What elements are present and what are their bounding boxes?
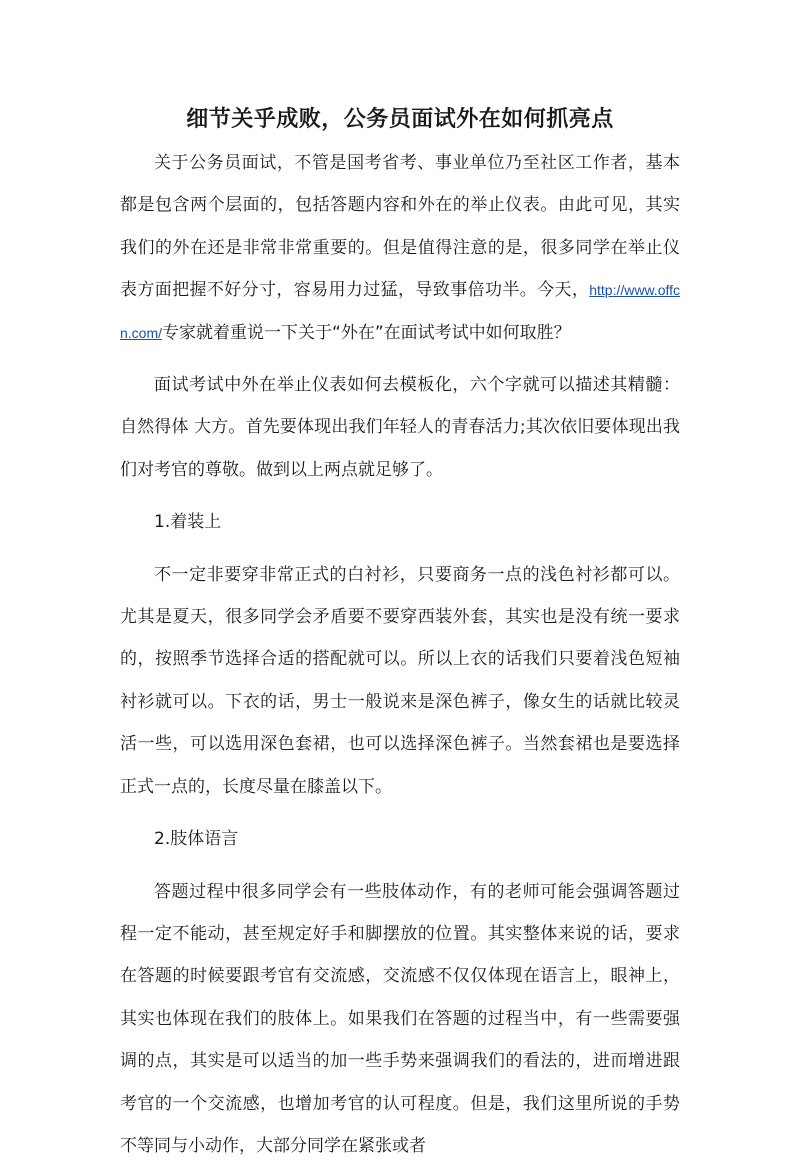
body-language-paragraph: 答题过程中很多同学会有一些肢体动作，有的老师可能会强调答题过程一定不能动，甚至规定好手和脚摆放的位置。其实整体来说的话，要求在答题的时候要跟考官有交流感，交流感不仅仅体现在语言上，眼神上，其实也体现在我们的肢体上。如果我们在答题的过程当中，有一些需要强调的点，其实是可以适当的加一些手势来强调我们的看法的，进而增进跟考官的一个交流感，也增加考官的认可程度。但是，我们这里所说的手势不等同与小动作，大部分同学在紧张或者: [120, 871, 680, 1167]
page-title: 细节关乎成败，公务员面试外在如何抓亮点: [120, 100, 680, 140]
section-heading-body-language: 2.肢体语言: [120, 818, 680, 860]
offcn-link[interactable]: http://www.offcn.com/: [120, 282, 680, 340]
intro-text-after-link: 专家就着重说一下关于“外在”在面试考试中如何取胜？: [162, 323, 571, 343]
attire-paragraph: 不一定非要穿非常正式的白衬衫，只要商务一点的浅色衬衫都可以。尤其是夏天，很多同学会矛盾要不要穿西装外套，其实也是没有统一要求的，按照季节选择合适的搭配就可以。所以上衣的话我们只要着浅色短袖衬衫就可以。下衣的话，男士一般说来是深色裤子，像女生的话就比较灵活一些，可以选用深色套裙，也可以选择深色裤子。当然套裙也是要选择正式一点的，长度尽量在膝盖以下。: [120, 554, 680, 808]
summary-paragraph: 面试考试中外在举止仪表如何去模板化，六个字就可以描述其精髓：自然得体 大方。首先要体现出我们年轻人的青春活力;其次依旧要体现出我们对考官的尊敬。做到以上两点就足够了。: [120, 364, 680, 491]
intro-paragraph: [120, 142, 680, 354]
section-heading-attire: 1.着装上: [120, 501, 680, 543]
intro-text-before-link: 关于公务员面试，不管是国考省考、事业单位乃至社区工作者，基本都是包含两个层面的，包括答题内容和外在的举止仪表。由此可见，其实我们的外在还是非常非常重要的。但是值得注意的是，很多同学在举止仪表方面把握不好分寸，容易用力过猛，导致事倍功半。今天，: [120, 153, 680, 300]
